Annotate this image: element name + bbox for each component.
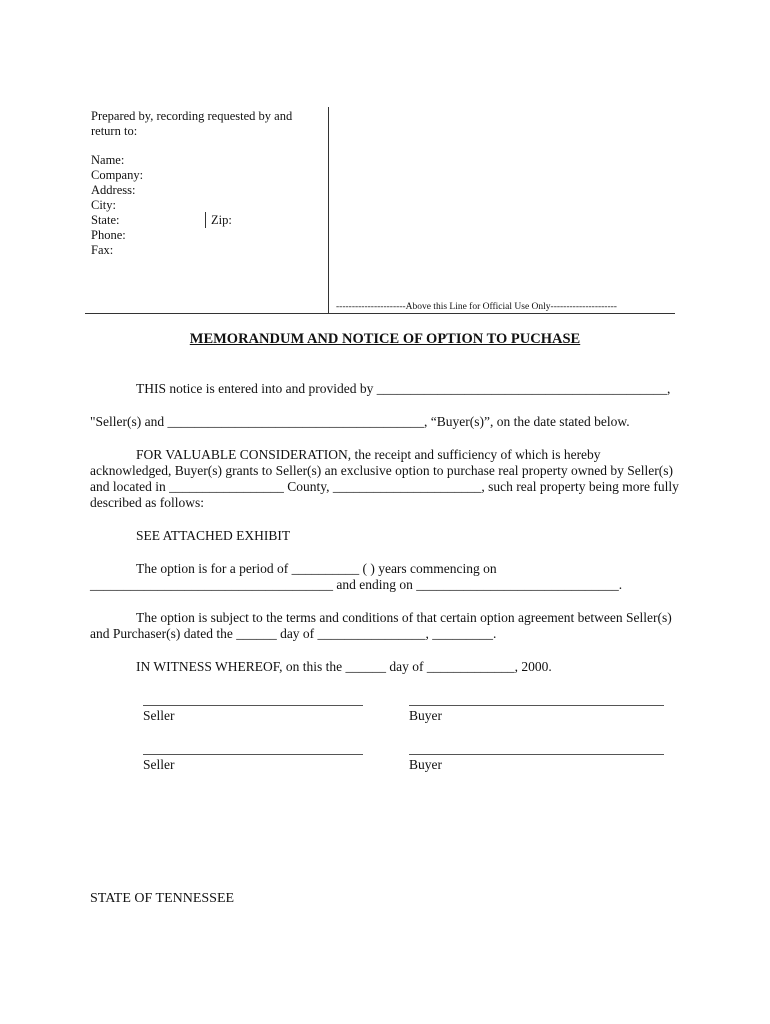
address-label: Address: bbox=[91, 183, 136, 197]
option-terms-line1: The option is subject to the terms and conditions of that certain option agreement between Seller(s) bbox=[136, 610, 672, 625]
witness-line: IN WITNESS WHEREOF, on this the ______ day of _____________, 2000. bbox=[136, 659, 552, 674]
buyer-label-1: Buyer bbox=[409, 708, 442, 723]
prepared-by-line1: Prepared by, recording requested by and bbox=[91, 109, 293, 123]
phone-label: Phone: bbox=[91, 228, 126, 242]
consideration-line3: and located in _________________ County, ______________________, such real property being more fully bbox=[90, 479, 679, 494]
exhibit-reference: SEE ATTACHED EXHIBIT bbox=[136, 528, 291, 543]
notice-text: THIS notice is entered into and provided by ___________________________________________, bbox=[136, 381, 671, 396]
buyer-label-2: Buyer bbox=[409, 757, 442, 772]
state-label: State: bbox=[91, 213, 120, 227]
fax-label: Fax: bbox=[91, 243, 114, 257]
company-label: Company: bbox=[91, 168, 144, 182]
seller-label-1: Seller bbox=[143, 708, 175, 723]
option-period-line1: The option is for a period of __________ ( ) years commencing on bbox=[136, 561, 497, 576]
official-use-rule bbox=[85, 313, 675, 314]
seller-label-2: Seller bbox=[143, 757, 175, 772]
document-title: MEMORANDUM AND NOTICE OF OPTION TO PUCHASE bbox=[189, 331, 581, 347]
option-terms-line2: and Purchaser(s) dated the ______ day of ________________, _________. bbox=[90, 626, 497, 641]
city-label: City: bbox=[91, 198, 117, 212]
seller-signature-line-1[interactable] bbox=[143, 705, 363, 706]
header-vertical-divider bbox=[328, 107, 329, 313]
name-label: Name: bbox=[91, 153, 125, 167]
consideration-line1: FOR VALUABLE CONSIDERATION, the receipt and sufficiency of which is hereby bbox=[136, 447, 601, 462]
buyer-signature-line-2[interactable] bbox=[409, 754, 664, 755]
state-heading: STATE OF TENNESSEE bbox=[90, 891, 235, 906]
buyer-signature-line-1[interactable] bbox=[409, 705, 664, 706]
option-period-line2: ____________________________________ and ending on ______________________________. bbox=[90, 577, 623, 592]
seller-buyer-line: "Seller(s) and ______________________________________, “Buyer(s)”, on the date stated below. bbox=[90, 414, 630, 429]
seller-signature-line-2[interactable] bbox=[143, 754, 363, 755]
consideration-line4: described as follows: bbox=[90, 495, 204, 510]
notice-paragraph bbox=[136, 381, 670, 397]
consideration-line2: acknowledged, Buyer(s) grants to Seller(s) an exclusive option to purchase real property owned by Seller(s) bbox=[90, 463, 673, 478]
zip-divider bbox=[205, 212, 206, 228]
zip-label: Zip: bbox=[211, 213, 232, 227]
prepared-by-line2: return to: bbox=[91, 124, 138, 138]
official-use-notice: ----------------------Above this Line for Official Use Only--------------------- bbox=[336, 302, 617, 312]
